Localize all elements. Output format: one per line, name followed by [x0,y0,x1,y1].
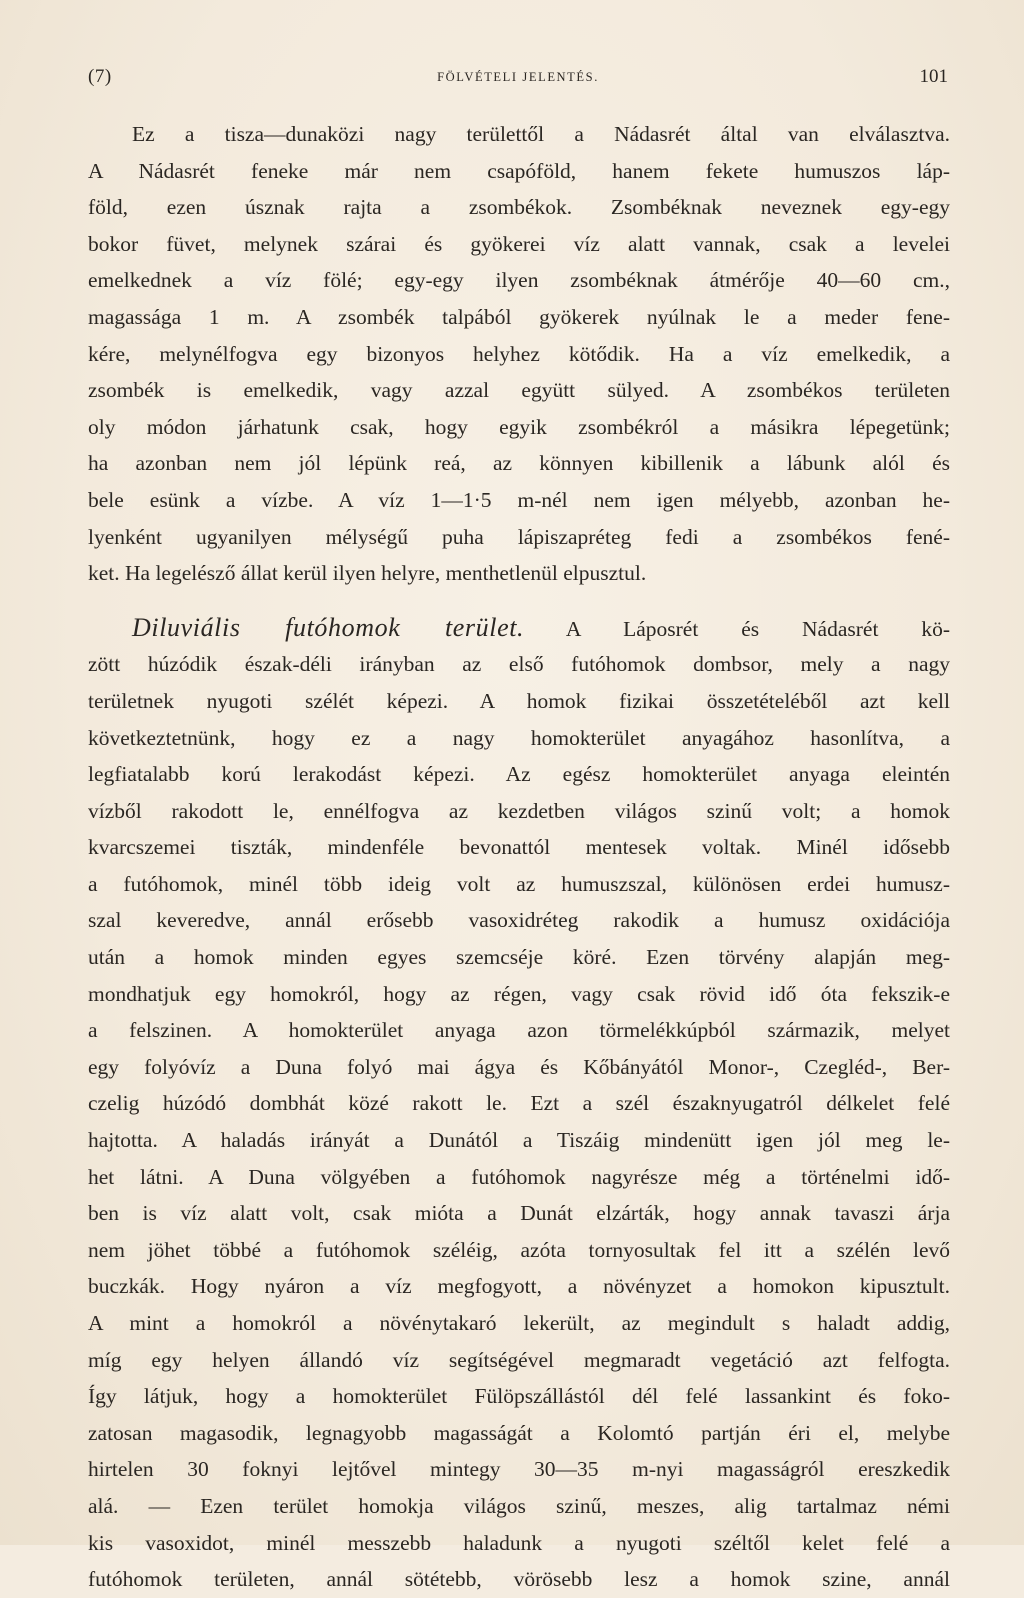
text-line: kére, melynélfogva egy bizonyos helyhez kötődik. Ha a víz emelkedik, a [88,341,950,366]
text-line: het látni. A Duna völgyében a futóhomok nagyrésze még a történelmi idő- [88,1164,950,1189]
text-line: futóhomok területen, annál sötétebb, vörösebb lesz a homok szine, annál [88,1567,950,1592]
text-line: föld, ezen úsznak rajta a zsombékok. Zsombéknak neveznek egy-egy [88,195,950,220]
text-line: magassága 1 m. A zsombék talpából gyökerek nyúlnak le a meder fene- [88,304,950,329]
text-line: A Láposrét és Nádasrét kö- [565,616,950,641]
text-line: oly módon járhatunk csak, hogy egyik zsombékról a másikra lépegetünk; [88,414,950,439]
text-line: alá. — Ezen terület homokja világos szinű, meszes, alig tartalmaz némi [88,1493,950,1518]
text-line: kvarcszemei tiszták, mindenféle bevonattól mentesek voltak. Minél idősebb [88,835,950,860]
text-line: területnek nyugoti szélét képezi. A homok fizikai összetételéből azt kell [88,688,950,713]
section-heading: Diluviális futóhomok terület. [132,612,525,642]
paragraph-2-first-line [88,610,950,647]
text-line: hajtotta. A haladás irányát a Dunától a Tiszáig mindenütt igen jól meg le- [88,1128,950,1153]
text-line: A Nádasrét feneke már nem csapóföld, hanem fekete humuszos láp- [88,158,950,183]
text-line: ben is víz alatt volt, csak mióta a Dunát elzárták, hogy annak tavaszi árja [88,1201,950,1226]
text-line: kis vasoxidot, minél messzebb haladunk a nyugoti széltől kelet felé a [88,1530,950,1555]
text-line: bele esünk a vízbe. A víz 1—1·5 m-nél nem igen mélyebb, azonban he- [88,487,950,512]
paragraph-1 [88,116,950,592]
running-title: FÖLVÉTELI JELENTÉS. [437,70,599,84]
page-number: 101 [919,66,948,87]
text-line: szal keveredve, annál erősebb vasoxidréteg rakodik a humusz oxidációja [88,908,950,933]
text-line: mondhatjuk egy homokról, hogy az régen, vagy csak rövid idő óta fekszik-e [88,981,950,1006]
text-line: míg egy helyen állandó víz segítségével megmaradt vegetáció azt felfogta. [88,1347,950,1372]
text-line: Így látjuk, hogy a homokterület Fülöpszállástól dél felé lassankint és foko- [88,1384,950,1409]
text-line: emelkednek a víz fölé; egy-egy ilyen zsombéknak átmérője 40—60 cm., [88,268,950,293]
text-line: hirtelen 30 foknyi lejtővel mintegy 30—35 m-nyi magasságról ereszkedik [88,1457,950,1482]
text-line: czelig húzódó dombhát közé rakott le. Ezt a szél északnyugatról délkelet felé [88,1091,950,1116]
text-line: legfiatalabb korú lerakodást képezi. Az egész homokterület anyaga eleintén [88,762,950,787]
text-line: zsombék is emelkedik, vagy azzal együtt sülyed. A zsombékos területen [88,378,950,403]
body-text [88,116,950,1598]
text-line: lyenként ugyanilyen mélységű puha lápiszapréteg fedi a zsombékos fené- [88,524,950,549]
text-line: bokor füvet, melynek szárai és gyökerei víz alatt vannak, csak a levelei [88,231,950,256]
text-line: zatosan magasodik, legnagyobb magasságát a Kolomtó partján éri el, melybe [88,1420,950,1445]
text-line: zött húzódik észak-déli irányban az első futóhomok dombsor, mely a nagy [88,652,950,677]
running-header [88,66,948,94]
text-line: nem jöhet többé a futóhomok széléig, azóta tornyosultak fel itt a szélén levő [88,1237,950,1262]
text-line: buczkák. Hogy nyáron a víz megfogyott, a növényzet a homokon kipusztult. [88,1274,950,1299]
text-line: a futóhomok, minél több ideig volt az humuszszal, különösen erdei humusz- [88,871,950,896]
paragraph-2 [88,610,950,1598]
text-line: ha azonban nem jól lépünk reá, az könnyen kibillenik a lábunk alól és [88,451,950,476]
text-line: következtetnünk, hogy ez a nagy homokterület anyagához hasonlítva, a [88,725,950,750]
text-line: ket. Ha legelésző állat kerül ilyen helyre, menthetlenül elpusztul. [88,561,647,586]
text-line: vízből rakodott le, ennélfogva az kezdetben világos szinű volt; a homok [88,798,950,823]
text-line: a felszinen. A homokterület anyaga azon törmelékkúpból származik, melyet [88,1018,950,1043]
text-line: egy folyóvíz a Duna folyó mai ágya és Kőbányától Monor-, Czegléd-, Ber- [88,1054,950,1079]
text-line: után a homok minden egyes szemcséje köré. Ezen törvény alapján meg- [88,945,950,970]
text-line: Ez a tisza—dunaközi nagy területtől a Nádasrét által van elválasztva. [132,122,950,146]
text-line: A mint a homokról a növénytakaró lekerült, az megindult s haladt addig, [88,1311,950,1335]
page-ref: (7) [88,66,112,87]
